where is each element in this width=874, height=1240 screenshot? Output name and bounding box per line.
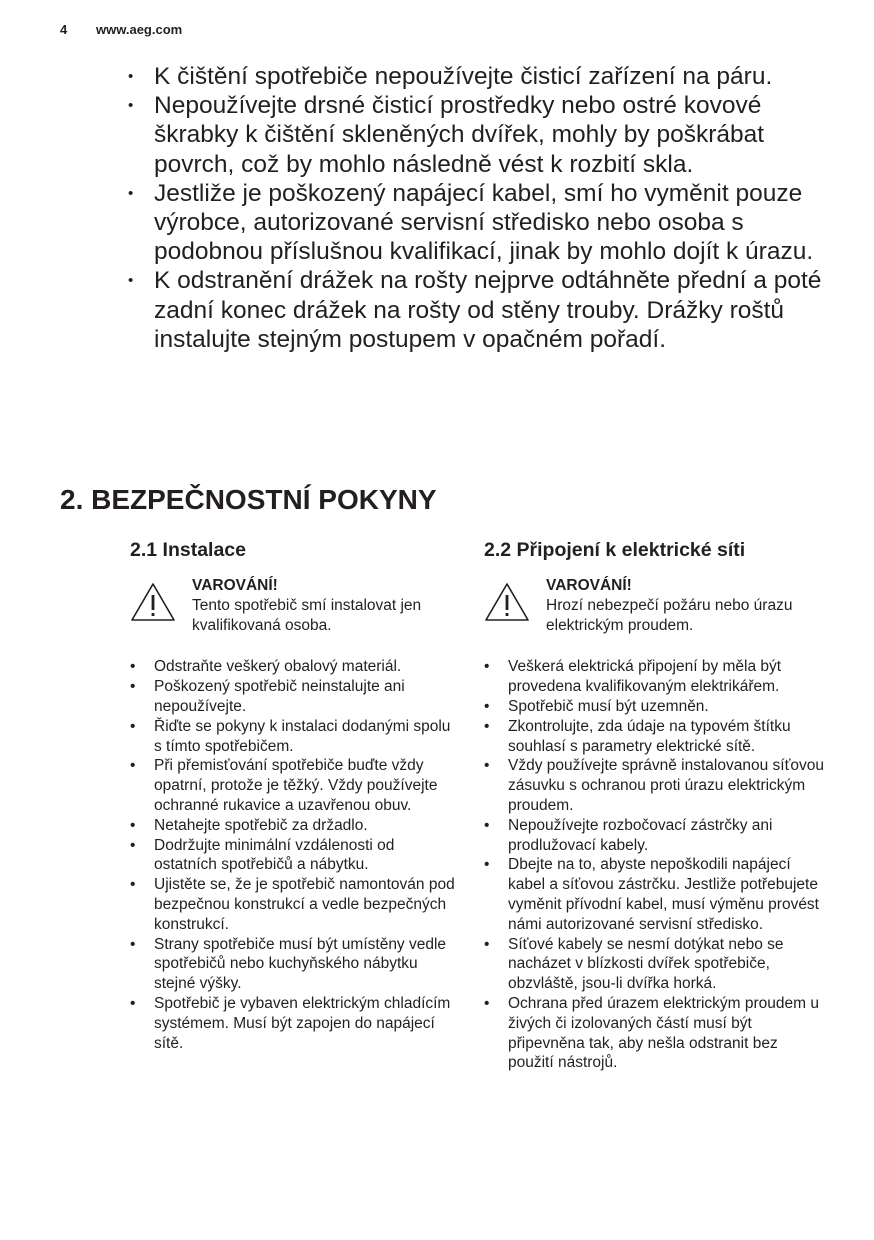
list-item: • Spotřebič je vybaven elektrickým chladícím systémem. Musí být zapojen do napájecí sítě. xyxy=(130,994,460,1053)
installation-column xyxy=(130,538,460,1053)
list-item: • Poškozený spotřebič neinstalujte ani nepoužívejte. xyxy=(130,677,460,717)
list-item: • Odstraňte veškerý obalový materiál. xyxy=(130,657,460,677)
list-item: • Při přemisťování spotřebiče buďte vždy opatrní, protože je těžký. Vždy používejte ochranné rukavice a uzavřenou obuv. xyxy=(130,756,460,815)
warning-text: Hrozí nebezpečí požáru nebo úrazu elektrickým proudem. xyxy=(546,596,793,634)
warning-title: VAROVÁNÍ! xyxy=(546,577,632,594)
installation-list xyxy=(130,657,460,1053)
warning-text: Tento spotřebič smí instalovat jen kvalifikovaná osoba. xyxy=(192,596,422,634)
list-item: • Nepoužívejte drsné čisticí prostředky nebo ostré kovové škrabky k čištění skleněných dvířek, mohly by poškrábat povrch, což by mohlo následně vést k rozbití skla. xyxy=(128,91,828,179)
list-item: • Strany spotřebiče musí být umístěny vedle spotřebičů nebo kuchyňského nábytku stejné výšky. xyxy=(130,935,460,994)
page-number: 4 xyxy=(60,22,68,37)
electrical-warning xyxy=(484,576,824,635)
site-url: www.aeg.com xyxy=(96,22,183,37)
electrical-list xyxy=(484,657,824,1073)
list-item: • K čištění spotřebiče nepoužívejte čisticí zařízení na páru. xyxy=(128,62,828,91)
installation-title: 2.1 Instalace xyxy=(130,539,246,561)
list-item: • K odstranění drážek na rošty nejprve odtáhněte přední a poté zadní konec drážek na rošty od stěny trouby. Drážky roštů instalujte stejným postupem v opačném pořadí. xyxy=(128,266,828,354)
list-item: • Netahejte spotřebič za držadlo. xyxy=(130,816,460,836)
list-item: • Nepoužívejte rozbočovací zástrčky ani prodlužovací kabely. xyxy=(484,816,824,856)
list-item: • Dodržujte minimální vzdálenosti od ostatních spotřebičů a nábytku. xyxy=(130,836,460,876)
list-item: • Jestliže je poškozený napájecí kabel, smí ho vyměnit pouze výrobce, autorizované servisní středisko nebo osoba s podobnou příslušnou kvalifikací, jinak by mohlo dojít k úrazu. xyxy=(128,179,828,267)
list-item: • Vždy používejte správně instalovanou síťovou zásuvku s ochranou proti úrazu elektrickým proudem. xyxy=(484,756,824,815)
page-header xyxy=(60,22,182,37)
list-item: • Ujistěte se, že je spotřebič namontován pod bezpečnou konstrukcí a vedle bezpečných konstrukcí. xyxy=(130,875,460,934)
installation-warning xyxy=(130,576,460,635)
list-item: • Síťové kabely se nesmí dotýkat nebo se nacházet v blízkosti dvířek spotřebiče, obzvláště, jsou-li dvířka horká. xyxy=(484,935,824,994)
electrical-column xyxy=(484,538,824,1073)
warning-triangle-icon xyxy=(130,582,176,622)
section-title: 2. BEZPEČNOSTNÍ POKYNY xyxy=(60,484,437,515)
warning-title: VAROVÁNÍ! xyxy=(192,577,278,594)
electrical-title: 2.2 Připojení k elektrické síti xyxy=(484,539,746,561)
warning-triangle-icon xyxy=(484,582,530,622)
list-item: • Veškerá elektrická připojení by měla být provedena kvalifikovaným elektrikářem. xyxy=(484,657,824,697)
list-item: • Dbejte na to, abyste nepoškodili napájecí kabel a síťovou zástrčku. Jestliže potřebujete vyměnit přívodní kabel, musí výměnu provést námi autorizované servisní středisko. xyxy=(484,855,824,934)
intro-bullet-list xyxy=(128,62,828,354)
list-item: • Zkontrolujte, zda údaje na typovém štítku souhlasí s parametry elektrické sítě. xyxy=(484,717,824,757)
list-item: • Ochrana před úrazem elektrickým proudem u živých či izolovaných částí musí být připevněna tak, aby nešla odstranit bez použití nástrojů. xyxy=(484,994,824,1073)
list-item: • Řiďte se pokyny k instalaci dodanými spolu s tímto spotřebičem. xyxy=(130,717,460,757)
list-item: • Spotřebič musí být uzemněn. xyxy=(484,697,824,717)
